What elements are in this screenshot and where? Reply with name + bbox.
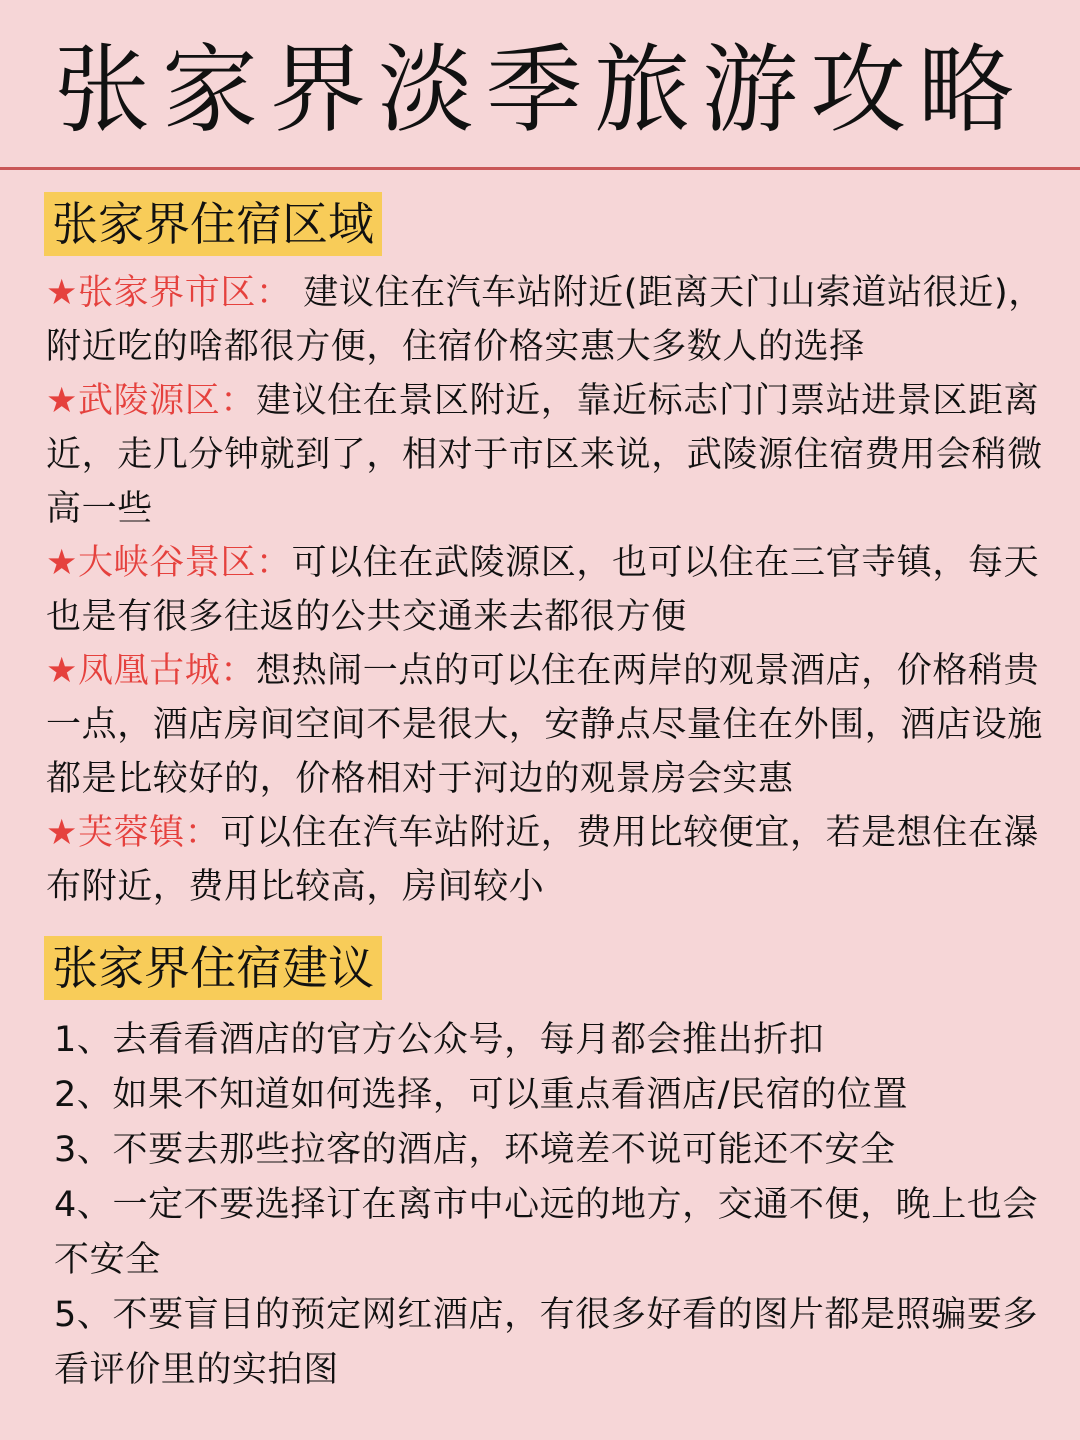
area-label: ★凤凰古城：: [46, 651, 256, 691]
area-text: 可以住在武陵源区，也可以住在三官寺镇，每天也是有很多往返的公共交通来去都很方便: [46, 543, 1040, 637]
area-label: ★大峡谷景区：: [46, 543, 292, 583]
page-title: 张家界淡季旅游攻略: [54, 34, 1026, 146]
tip-item: 1、去看看酒店的官方公众号，每月都会推出折扣: [54, 1020, 825, 1060]
section-heading-accommodation-areas: 张家界住宿区域: [44, 192, 382, 256]
section-heading-accommodation-tips: 张家界住宿建议: [44, 936, 382, 1000]
accommodation-area-list: [46, 266, 1058, 914]
area-item-wulingyuan: [46, 374, 1058, 536]
tip-item: 5、不要盲目的预定网红酒店，有很多好看的图片都是照骗要多看评价里的实拍图: [54, 1295, 1039, 1390]
area-label: ★武陵源区：: [46, 381, 256, 421]
area-text: 可以住在汽车站附近，费用比较便宜，若是想住在瀑布附近，费用比较高，房间较小: [46, 813, 1040, 907]
tip-item: 4、一定不要选择订在离市中心远的地方，交通不便，晚上也会不安全: [54, 1185, 1039, 1280]
tip-item: 3、不要去那些拉客的酒店，环境差不说可能还不安全: [54, 1130, 896, 1170]
area-label: ★芙蓉镇：: [46, 813, 221, 853]
area-text: 建议住在汽车站附近(距离天门山索道站很近)，附近吃的啥都很方便，住宿价格实惠大多数人的选择: [46, 273, 1044, 367]
area-item-furong: [46, 806, 1058, 914]
area-item-city: [46, 266, 1058, 374]
area-label: ★张家界市区：: [46, 273, 292, 313]
area-item-grand-canyon: [46, 536, 1058, 644]
area-item-fenghuang: [46, 644, 1058, 806]
accommodation-tips-list: [54, 1013, 1044, 1398]
area-text: 建议住在景区附近，靠近标志门门票站进景区距离近，走几分钟就到了，相对于市区来说，武陵源住宿费用会稍微高一些: [46, 381, 1043, 529]
area-text: 想热闹一点的可以住在两岸的观景酒店，价格稍贵一点，酒店房间空间不是很大，安静点尽量住在外围，酒店设施都是比较好的，价格相对于河边的观景房会实惠: [46, 651, 1043, 799]
title-band: [0, 0, 1080, 170]
tip-item: 2、如果不知道如何选择，可以重点看酒店/民宿的位置: [54, 1075, 909, 1115]
